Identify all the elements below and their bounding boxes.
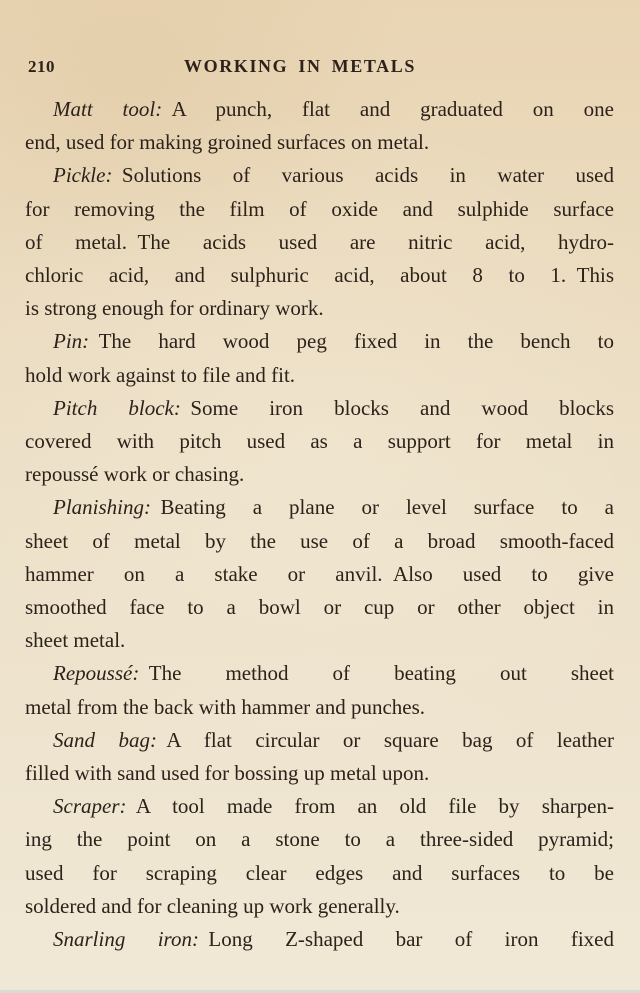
entry-first-line: Sand bag: A flat circular or square bag of leather [53, 727, 614, 752]
entry-term: Matt tool: [53, 97, 163, 121]
running-head-title: WORKING IN METALS [184, 56, 416, 76]
entry-line: chloric acid, and sulphuric acid, about 8 to 1. This [25, 263, 614, 288]
glossary-entry [25, 159, 614, 325]
glossary-entry [25, 923, 614, 956]
glossary-entry [25, 491, 614, 657]
glossary-entry [25, 325, 614, 391]
entry-line: of metal. The acids used are nitric acid, hydro- [25, 229, 614, 254]
entry-term: Pitch block: [53, 395, 181, 420]
entry-line: metal from the back with hammer and punches. [25, 694, 426, 719]
entry-line: used for scraping clear edges and surfaces to be [25, 860, 614, 885]
entry-term: Pin: [53, 329, 90, 354]
entry-first-line: Snarling iron: Long Z-shaped bar of iron fixed [53, 927, 614, 952]
entry-term: Scraper: [53, 794, 127, 819]
glossary-entry [25, 724, 614, 790]
entry-line: end, used for making groined surfaces on metal. [25, 130, 430, 155]
entry-line: hold work against to file and fit. [25, 362, 296, 387]
entry-term: Pickle: [53, 163, 113, 188]
glossary-entries [0, 83, 640, 956]
glossary-entry [25, 93, 614, 159]
entry-term: Planishing: [53, 495, 151, 520]
glossary-entry [25, 392, 614, 492]
entry-first-line: Pickle: Solutions of various acids in water used [53, 163, 614, 188]
entry-first-line: Matt tool: A punch, flat and graduated on one [53, 97, 614, 121]
entry-first-line: Pin: The hard wood peg fixed in the bench to [53, 329, 614, 354]
entry-line: filled with sand used for bossing up metal upon. [25, 761, 430, 786]
entry-line: smoothed face to a bowl or cup or other object in [25, 595, 614, 620]
entry-first-line: Repoussé: The method of beating out sheet [53, 661, 614, 686]
entry-line: soldered and for cleaning up work generally. [25, 893, 400, 918]
entry-line: sheet of metal by the use of a broad smooth-faced [25, 528, 614, 553]
page-number: 210 [28, 57, 55, 76]
entry-line: covered with pitch used as a support for metal in [25, 429, 614, 454]
entry-first-line: Planishing: Beating a plane or level surface to a [53, 495, 614, 520]
entry-term: Snarling iron: [53, 927, 199, 952]
entry-first-line: Scraper: A tool made from an old file by sharpen- [53, 794, 614, 819]
entry-line: hammer on a stake or anvil. Also used to give [25, 561, 614, 586]
entry-term: Sand bag: [53, 727, 157, 752]
entry-line: for removing the film of oxide and sulphide surface [25, 196, 614, 221]
glossary-entry [25, 657, 614, 723]
entry-line: is strong enough for ordinary work. [25, 296, 324, 321]
entry-line: repoussé work or chasing. [25, 462, 245, 487]
entry-first-line: Pitch block: Some iron blocks and wood blocks [53, 395, 614, 420]
entry-term: Repoussé: [53, 661, 140, 686]
entry-line: ing the point on a stone to a three-sided pyramid; [25, 827, 614, 852]
running-header [0, 0, 640, 83]
glossary-entry [25, 790, 614, 923]
entry-line: sheet metal. [25, 628, 126, 653]
